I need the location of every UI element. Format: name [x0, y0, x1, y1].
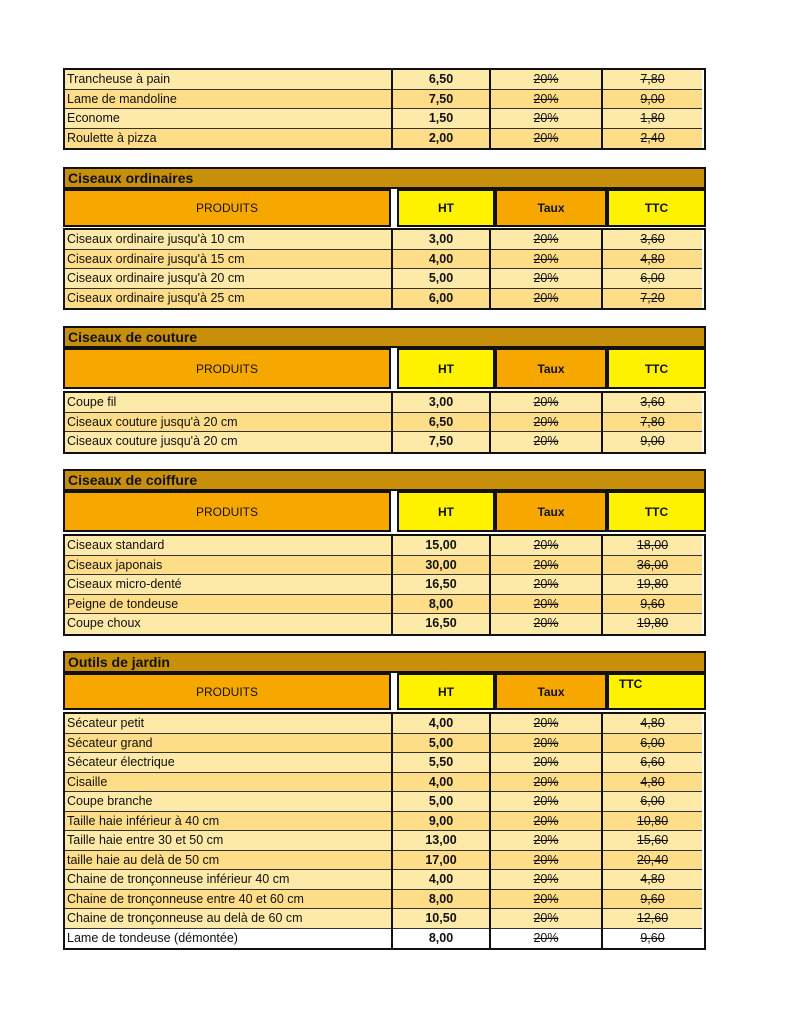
table-rows	[63, 712, 706, 950]
price-ttc: 3,60	[603, 393, 702, 413]
price-ttc: 9,00	[603, 90, 702, 110]
table-row	[65, 129, 704, 149]
price-ttc: 12,60	[603, 909, 702, 929]
product-name: Coupe fil	[65, 393, 393, 413]
price-ht: 13,00	[393, 831, 491, 851]
tax-rate: 20%	[491, 812, 603, 832]
tax-rate: 20%	[491, 289, 603, 309]
product-name: Econome	[65, 109, 393, 129]
tax-rate: 20%	[491, 890, 603, 910]
table-kitchen-tools	[63, 68, 706, 150]
price-ttc: 6,00	[603, 269, 702, 289]
table-row	[65, 714, 704, 734]
price-ttc: 7,80	[603, 413, 702, 433]
table-header	[63, 491, 706, 532]
header-produits: PRODUITS	[63, 189, 391, 227]
product-name: Ciseaux ordinaire jusqu'à 15 cm	[65, 250, 393, 270]
table-row	[65, 109, 704, 129]
tax-rate: 20%	[491, 536, 603, 556]
header-taux: Taux	[495, 673, 607, 710]
price-ttc: 36,00	[603, 556, 702, 576]
header-ttc: TTC	[607, 348, 706, 389]
table-row	[65, 792, 704, 812]
price-ttc: 7,80	[603, 70, 702, 90]
product-name: Trancheuse à pain	[65, 70, 393, 90]
table-rows	[63, 534, 706, 636]
price-ht: 8,00	[393, 595, 491, 615]
product-name: Sécateur grand	[65, 734, 393, 754]
price-ht: 2,00	[393, 129, 491, 149]
price-ttc: 18,00	[603, 536, 702, 556]
price-ht: 6,50	[393, 70, 491, 90]
header-ht: HT	[397, 348, 495, 389]
table-header	[63, 189, 706, 227]
tax-rate: 20%	[491, 614, 603, 634]
tax-rate: 20%	[491, 595, 603, 615]
price-ttc: 4,80	[603, 870, 702, 890]
product-name: Lame de tondeuse (démontée)	[65, 929, 393, 949]
table-row	[65, 890, 704, 910]
tax-rate: 20%	[491, 734, 603, 754]
product-name: Peigne de tondeuse	[65, 595, 393, 615]
price-ht: 16,50	[393, 614, 491, 634]
header-ht: HT	[397, 189, 495, 227]
price-ht: 8,00	[393, 929, 491, 949]
price-ht: 17,00	[393, 851, 491, 871]
table-row	[65, 289, 704, 309]
product-name: Ciseaux couture jusqu'à 20 cm	[65, 432, 393, 452]
price-ttc: 20,40	[603, 851, 702, 871]
header-produits: PRODUITS	[63, 673, 391, 710]
price-ht: 5,00	[393, 734, 491, 754]
price-ttc: 3,60	[603, 230, 702, 250]
table-outils-jardin	[63, 651, 706, 950]
tax-rate: 20%	[491, 575, 603, 595]
product-name: Ciseaux japonais	[65, 556, 393, 576]
product-name: Ciseaux standard	[65, 536, 393, 556]
tax-rate: 20%	[491, 432, 603, 452]
product-name: Ciseaux ordinaire jusqu'à 20 cm	[65, 269, 393, 289]
header-produits: PRODUITS	[63, 348, 391, 389]
price-ht: 5,00	[393, 792, 491, 812]
table-row	[65, 851, 704, 871]
table-row	[65, 734, 704, 754]
product-name: taille haie au delà de 50 cm	[65, 851, 393, 871]
price-ttc: 15,60	[603, 831, 702, 851]
price-ttc: 10,80	[603, 812, 702, 832]
header-taux: Taux	[495, 491, 607, 532]
table-row	[65, 393, 704, 413]
product-name: Taille haie entre 30 et 50 cm	[65, 831, 393, 851]
price-ht: 3,00	[393, 393, 491, 413]
tax-rate: 20%	[491, 870, 603, 890]
product-name: Taille haie inférieur à 40 cm	[65, 812, 393, 832]
price-ttc: 4,80	[603, 773, 702, 793]
table-row	[65, 536, 704, 556]
price-ht: 7,50	[393, 432, 491, 452]
tax-rate: 20%	[491, 556, 603, 576]
product-name: Ciseaux micro-denté	[65, 575, 393, 595]
table-row	[65, 269, 704, 289]
table-row	[65, 909, 704, 929]
header-ht: HT	[397, 673, 495, 710]
tax-rate: 20%	[491, 109, 603, 129]
table-header	[63, 673, 706, 710]
tax-rate: 20%	[491, 909, 603, 929]
tax-rate: 20%	[491, 753, 603, 773]
price-ht: 1,50	[393, 109, 491, 129]
table-row	[65, 812, 704, 832]
header-taux: Taux	[495, 348, 607, 389]
product-name: Sécateur petit	[65, 714, 393, 734]
table-ciseaux-ordinaires	[63, 167, 706, 310]
product-name: Roulette à pizza	[65, 129, 393, 149]
header-taux: Taux	[495, 189, 607, 227]
tax-rate: 20%	[491, 269, 603, 289]
table-row	[65, 595, 704, 615]
price-ht: 5,50	[393, 753, 491, 773]
tax-rate: 20%	[491, 250, 603, 270]
table-row	[65, 432, 704, 452]
header-ht: HT	[397, 491, 495, 532]
tax-rate: 20%	[491, 129, 603, 149]
price-ttc: 7,20	[603, 289, 702, 309]
table-rows	[63, 228, 706, 310]
price-ht: 10,50	[393, 909, 491, 929]
section-title: Ciseaux de couture	[63, 326, 706, 348]
price-ht: 9,00	[393, 812, 491, 832]
header-ttc: TTC	[607, 491, 706, 532]
product-name: Sécateur électrique	[65, 753, 393, 773]
product-name: Lame de mandoline	[65, 90, 393, 110]
price-ttc: 1,80	[603, 109, 702, 129]
tax-rate: 20%	[491, 792, 603, 812]
price-ht: 6,50	[393, 413, 491, 433]
price-ht: 4,00	[393, 773, 491, 793]
price-ht: 5,00	[393, 269, 491, 289]
product-name: Cisaille	[65, 773, 393, 793]
price-ttc: 9,60	[603, 929, 702, 949]
table-header	[63, 348, 706, 389]
table-row	[65, 870, 704, 890]
product-name: Ciseaux couture jusqu'à 20 cm	[65, 413, 393, 433]
table-row	[65, 250, 704, 270]
product-name: Ciseaux ordinaire jusqu'à 25 cm	[65, 289, 393, 309]
product-name: Chaine de tronçonneuse au delà de 60 cm	[65, 909, 393, 929]
price-ht: 4,00	[393, 870, 491, 890]
price-ht: 15,00	[393, 536, 491, 556]
tax-rate: 20%	[491, 70, 603, 90]
table-ciseaux-coiffure	[63, 469, 706, 636]
price-ttc: 9,60	[603, 890, 702, 910]
price-ht: 4,00	[393, 250, 491, 270]
table-rows	[63, 391, 706, 454]
price-ht: 6,00	[393, 289, 491, 309]
tax-rate: 20%	[491, 851, 603, 871]
header-ttc: TTC	[607, 189, 706, 227]
table-row	[65, 413, 704, 433]
tax-rate: 20%	[491, 831, 603, 851]
table-row	[65, 929, 704, 949]
price-ht: 30,00	[393, 556, 491, 576]
product-name: Chaine de tronçonneuse inférieur 40 cm	[65, 870, 393, 890]
tax-rate: 20%	[491, 230, 603, 250]
table-ciseaux-couture	[63, 326, 706, 454]
table-row	[65, 230, 704, 250]
tax-rate: 20%	[491, 393, 603, 413]
table-row	[65, 556, 704, 576]
table-rows	[63, 68, 706, 150]
price-ttc: 2,40	[603, 129, 702, 149]
table-row	[65, 753, 704, 773]
price-ht: 4,00	[393, 714, 491, 734]
product-name: Ciseaux ordinaire jusqu'à 10 cm	[65, 230, 393, 250]
price-ht: 16,50	[393, 575, 491, 595]
product-name: Chaine de tronçonneuse entre 40 et 60 cm	[65, 890, 393, 910]
price-ht: 3,00	[393, 230, 491, 250]
tax-rate: 20%	[491, 714, 603, 734]
section-title: Ciseaux de coiffure	[63, 469, 706, 491]
table-row	[65, 614, 704, 634]
price-ttc: 6,00	[603, 734, 702, 754]
tax-rate: 20%	[491, 773, 603, 793]
section-title: Outils de jardin	[63, 651, 706, 673]
header-produits: PRODUITS	[63, 491, 391, 532]
price-ht: 7,50	[393, 90, 491, 110]
price-ttc: 19,80	[603, 614, 702, 634]
price-ttc: 4,80	[603, 250, 702, 270]
tax-rate: 20%	[491, 413, 603, 433]
table-row	[65, 575, 704, 595]
price-ttc: 4,80	[603, 714, 702, 734]
table-row	[65, 90, 704, 110]
section-title: Ciseaux ordinaires	[63, 167, 706, 189]
table-row	[65, 831, 704, 851]
price-ttc: 6,00	[603, 792, 702, 812]
price-ht: 8,00	[393, 890, 491, 910]
product-name: Coupe choux	[65, 614, 393, 634]
price-ttc: 6,60	[603, 753, 702, 773]
tax-rate: 20%	[491, 90, 603, 110]
table-row	[65, 70, 704, 90]
table-row	[65, 773, 704, 793]
price-ttc: 9,60	[603, 595, 702, 615]
product-name: Coupe branche	[65, 792, 393, 812]
tax-rate: 20%	[491, 929, 603, 949]
header-ttc: TTC	[607, 673, 706, 710]
price-ttc: 9,00	[603, 432, 702, 452]
price-ttc: 19,80	[603, 575, 702, 595]
